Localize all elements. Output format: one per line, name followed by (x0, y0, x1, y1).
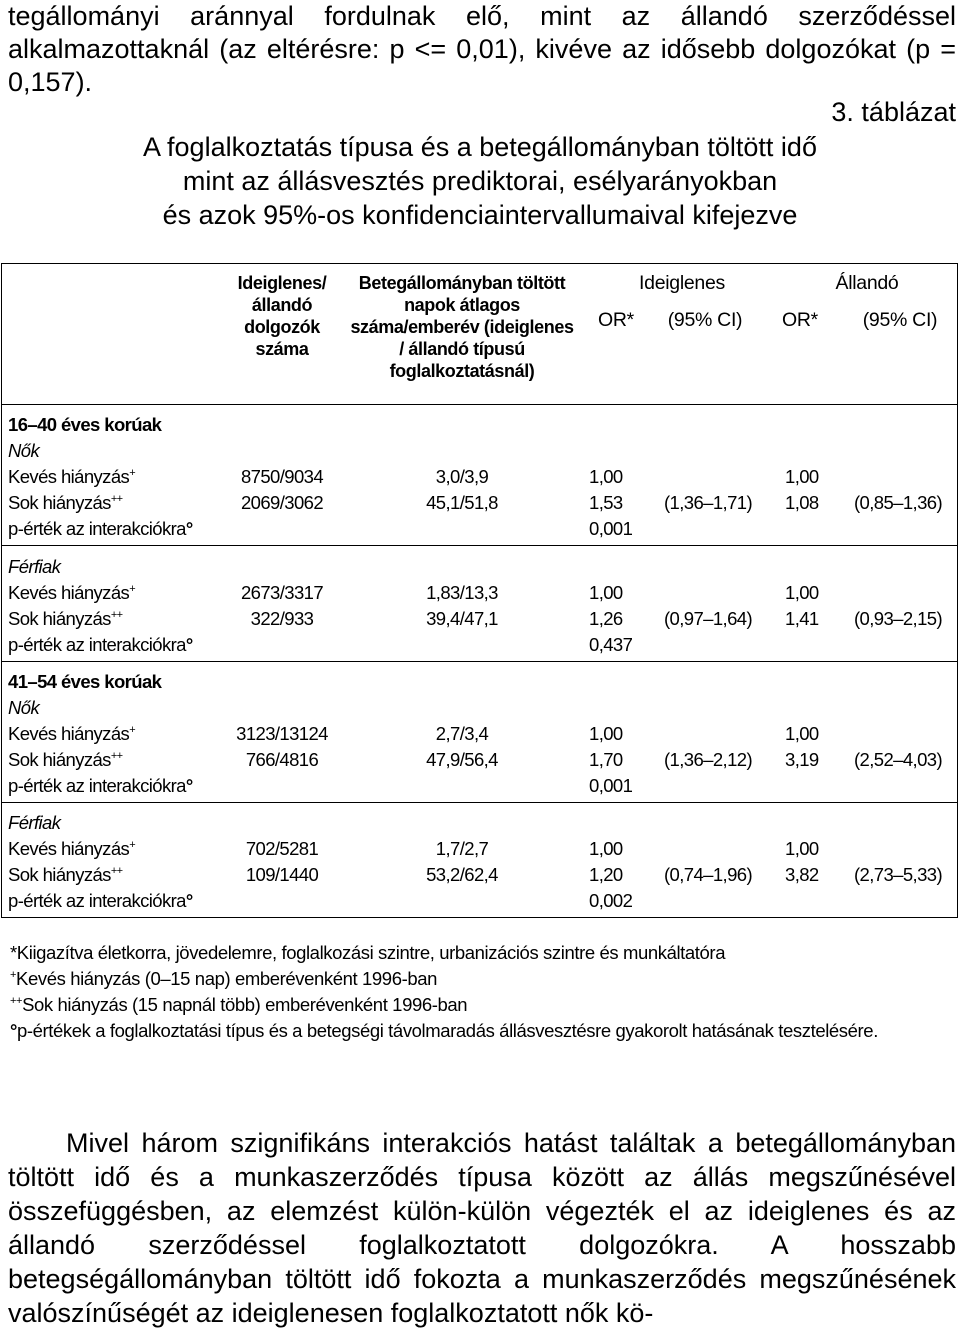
header-count: Ideiglenes/ állandó dolgozók száma (237, 273, 327, 359)
body-paragraph-text: Mivel három szignifikáns interakciós hatást találtak a betegállományban töltött idő és a munkaszerződés típusa között az állás megszűnésével összefüggésben, az elemzést külön-külön végezték el az ideiglenes és az állandó szerződéssel foglalkoztatott dolgozókra. A hosszabb betegségállományban töltött idő fokozta a munkaszerződés megszűnésének valószínűségét az ideiglenesen foglalkoztatott nők kö- (8, 1128, 956, 1328)
row-label-text: p-érték az interakciókra (8, 518, 186, 539)
footnote-low (10, 966, 950, 992)
table-footnotes (10, 940, 950, 1044)
row-label-low (8, 464, 135, 490)
footnote-text: Kevés hiányzás (0–15 nap) emberévenként 1996-ban (16, 968, 438, 989)
temp-p-cell: 0,437 (589, 634, 633, 655)
row-label-low (8, 836, 135, 862)
footnote-mark: + (129, 467, 136, 479)
row-label-text: Sok hiányzás (8, 608, 111, 629)
perm-ci-cell: (0,93–2,15) (853, 608, 943, 629)
table-number: 3. táblázat (831, 97, 956, 127)
intro-paragraph: tegállományi aránnyal fordulnak elő, mint az állandó szerződéssel alkalmazottaknál (az eltérésre: p <= 0,01), kivéve az idősebb dolgozókat (p = 0,157). (8, 1, 956, 97)
perm-or-cell: 3,82 (785, 864, 819, 885)
row-label-text: p-érték az interakciókra (8, 634, 186, 655)
temp-or-cell: 1,00 (589, 582, 623, 603)
temp-or-cell: 1,00 (589, 838, 623, 859)
temp-or-cell: 1,00 (589, 466, 623, 487)
header-temp-or: OR* (598, 309, 634, 331)
footnote-mark: ° (185, 775, 193, 796)
row-label-text: Sok hiányzás (8, 749, 111, 770)
row-label-high (8, 490, 123, 516)
header-divider (2, 404, 957, 405)
footnote-mark: + (10, 969, 17, 981)
days-cell: 1,7/2,7 (435, 838, 489, 859)
perm-ci-cell: (0,85–1,36) (853, 492, 943, 513)
perm-or-cell: 1,00 (785, 838, 819, 859)
row-label-text: Kevés hiányzás (8, 582, 130, 603)
row-label-high (8, 606, 123, 632)
table-title-line: A foglalkoztatás típusa és a betegállományban töltött idő (143, 132, 817, 162)
row-label-low (8, 580, 135, 606)
perm-ci-cell: (2,52–4,03) (853, 749, 943, 770)
table-title-line: és azok 95%-os konfidenciaintervallumaival kifejezve (162, 200, 798, 230)
row-label-text: Sok hiányzás (8, 492, 111, 513)
sex-label: Nők (8, 697, 40, 718)
row-label-low (8, 721, 135, 747)
temp-ci-cell: (1,36–2,12) (663, 749, 753, 770)
row-label-text: Kevés hiányzás (8, 723, 130, 744)
header-permanent: Állandó (835, 272, 899, 294)
perm-or-cell: 1,41 (785, 608, 819, 629)
days-cell: 47,9/56,4 (426, 749, 498, 770)
temp-or-cell: 1,26 (589, 608, 623, 629)
row-label-text: p-érték az interakciókra (8, 775, 186, 796)
count-cell: 766/4816 (245, 749, 319, 770)
row-label-high (8, 747, 123, 773)
footnote-mark: + (129, 583, 136, 595)
row-label-p (8, 888, 193, 914)
data-table (1, 263, 958, 918)
row-label-p (8, 773, 193, 799)
row-label-text: p-érték az interakciókra (8, 890, 186, 911)
age-group-label: 16–40 éves korúak (8, 414, 162, 435)
group-divider (2, 802, 957, 803)
temp-or-cell: 1,00 (589, 723, 623, 744)
footnote-mark: ° (10, 1020, 17, 1041)
footnote-mark: ++ (110, 750, 123, 762)
footnote-high (10, 992, 950, 1018)
footnote-text: Sok hiányzás (15 napnál több) emberévenként 1996-ban (22, 994, 468, 1015)
perm-ci-cell: (2,73–5,33) (853, 864, 943, 885)
days-cell: 2,7/3,4 (435, 723, 489, 744)
days-cell: 53,2/62,4 (426, 864, 498, 885)
perm-or-cell: 3,19 (785, 749, 819, 770)
perm-or-cell: 1,00 (785, 466, 819, 487)
footnote-mark: ° (185, 890, 193, 911)
footnote-mark: + (129, 724, 136, 736)
table-title-line: mint az állásvesztés prediktorai, esélyarányokban (182, 166, 778, 196)
count-cell: 3123/13124 (236, 723, 328, 744)
header-perm-or: OR* (782, 309, 818, 331)
row-label-high (8, 862, 123, 888)
count-cell: 109/1440 (245, 864, 319, 885)
count-cell: 2673/3317 (240, 582, 324, 603)
footnote-mark: ++ (110, 865, 123, 877)
temp-p-cell: 0,002 (589, 890, 633, 911)
row-label-text: Kevés hiányzás (8, 466, 130, 487)
footnote-mark: ° (185, 634, 193, 655)
footnote-adjusted: *Kiigazítva életkorra, jövedelemre, foglalkozási szintre, urbanizációs szintre és munkáltatóra (10, 942, 726, 963)
sex-label: Férfiak (8, 556, 61, 577)
age-group-label: 41–54 éves korúak (8, 671, 162, 692)
footnote-mark: ++ (110, 493, 123, 505)
group-divider (2, 545, 957, 546)
temp-or-cell: 1,70 (589, 749, 623, 770)
days-cell: 1,83/13,3 (426, 582, 498, 603)
perm-or-cell: 1,00 (785, 723, 819, 744)
row-label-text: Kevés hiányzás (8, 838, 130, 859)
count-cell: 8750/9034 (240, 466, 324, 487)
temp-or-cell: 1,53 (589, 492, 623, 513)
footnote-mark: ° (185, 518, 193, 539)
body-paragraph (8, 1126, 956, 1330)
row-label-p (8, 632, 193, 658)
group-divider (2, 661, 957, 662)
temp-ci-cell: (0,74–1,96) (663, 864, 753, 885)
row-label-p (8, 516, 193, 542)
header-temporary: Ideiglenes (639, 272, 725, 294)
temp-ci-cell: (1,36–1,71) (663, 492, 753, 513)
header-temp-ci: (95% CI) (667, 309, 743, 331)
footnote-mark: + (129, 839, 136, 851)
header-perm-ci: (95% CI) (862, 309, 938, 331)
count-cell: 2069/3062 (240, 492, 324, 513)
footnote-mark: ++ (10, 995, 23, 1007)
footnote-p (10, 1018, 950, 1044)
count-cell: 322/933 (250, 608, 314, 629)
temp-or-cell: 1,20 (589, 864, 623, 885)
temp-p-cell: 0,001 (589, 775, 633, 796)
footnote-mark: ++ (110, 609, 123, 621)
days-cell: 45,1/51,8 (426, 492, 498, 513)
days-cell: 3,0/3,9 (435, 466, 489, 487)
row-label-text: Sok hiányzás (8, 864, 111, 885)
temp-p-cell: 0,001 (589, 518, 633, 539)
sex-label: Nők (8, 440, 40, 461)
perm-or-cell: 1,08 (785, 492, 819, 513)
days-cell: 39,4/47,1 (426, 608, 498, 629)
count-cell: 702/5281 (245, 838, 319, 859)
sex-label: Férfiak (8, 812, 61, 833)
table-title (0, 130, 960, 232)
temp-ci-cell: (0,97–1,64) (663, 608, 753, 629)
perm-or-cell: 1,00 (785, 582, 819, 603)
header-days: Betegállományban töltött napok átlagos száma/emberév (ideiglenes / állandó típusú foglalkoztatásnál) (350, 273, 574, 381)
footnote-text: p-értékek a foglalkoztatási típus és a betegségi távolmaradás állásvesztésre gyakorolt hatásának tesztelésére. (17, 1020, 878, 1041)
